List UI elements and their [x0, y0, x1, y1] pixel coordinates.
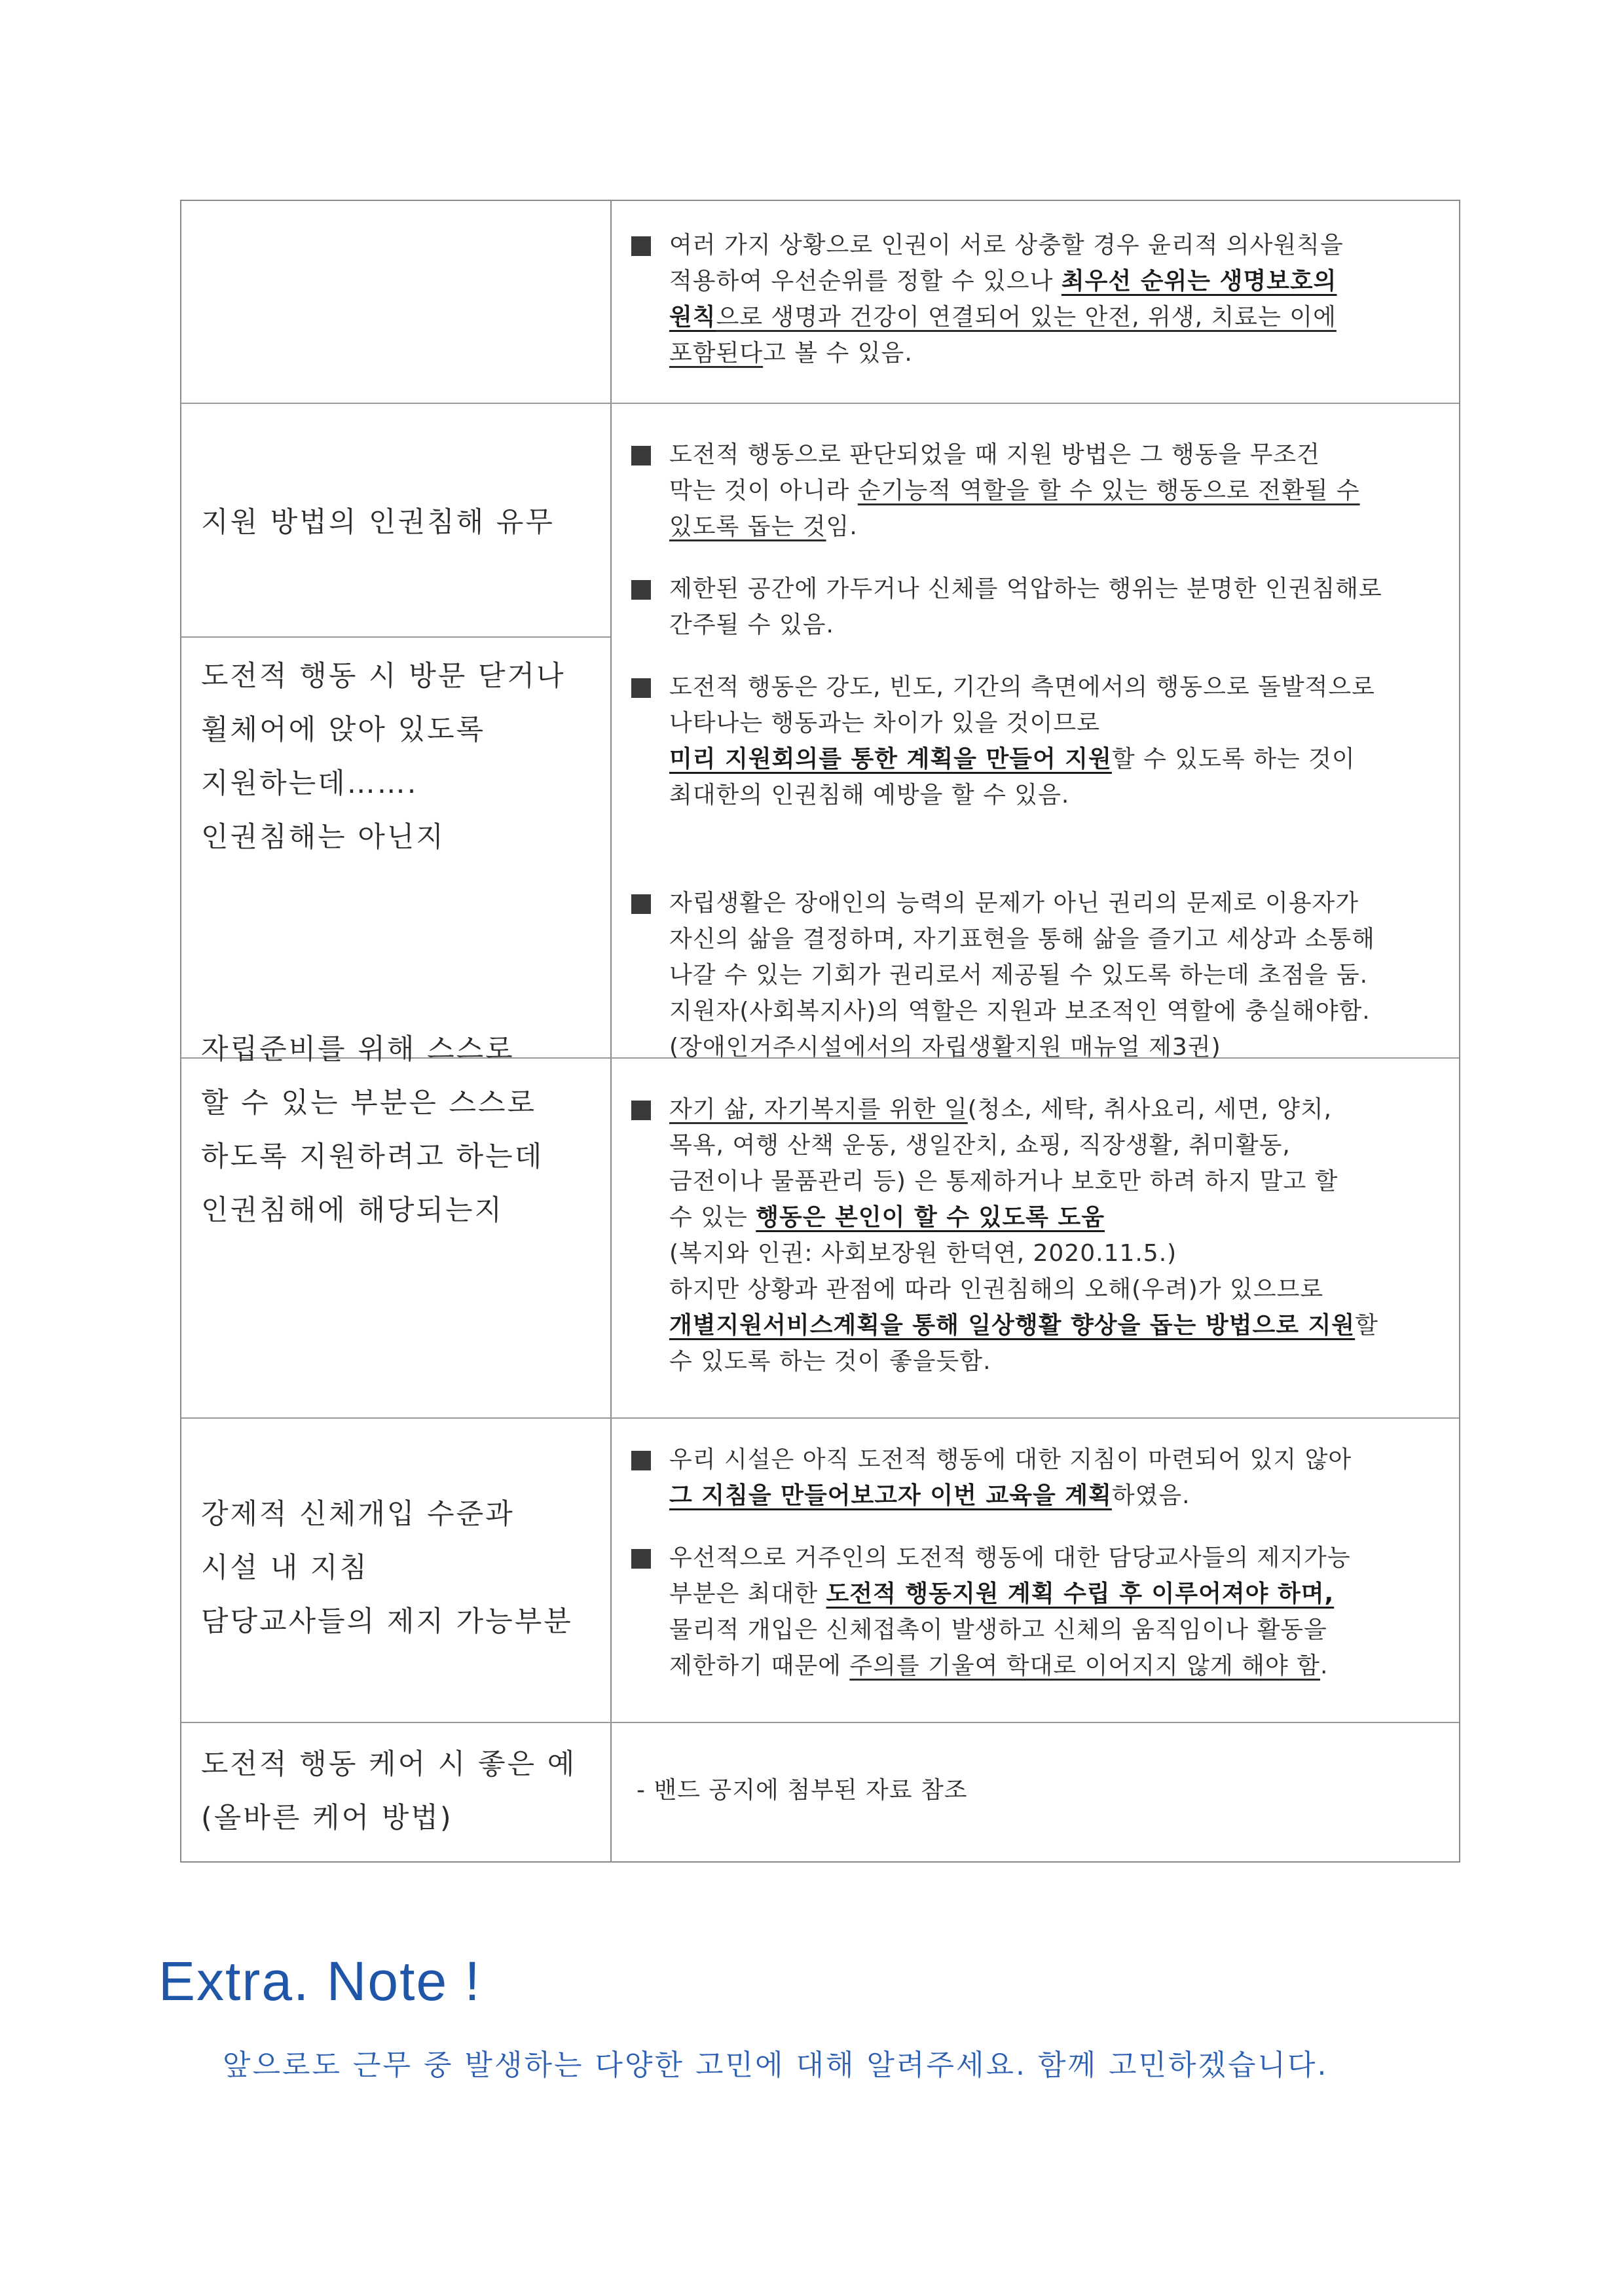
- emphasis-text: 자기 삶, 자기복지를 위한 일: [669, 1096, 968, 1123]
- emphasis-text: 주의를 기울여 학대로 이어지지 않게 해야 함: [849, 1652, 1320, 1679]
- text-run: 부분은 최대한: [669, 1580, 826, 1607]
- answer-line: [669, 437, 1445, 473]
- question-line: 도전적 행동 시 방문 닫거나: [201, 660, 566, 693]
- answer-line: [669, 1127, 1445, 1163]
- answer-line: [669, 1163, 1445, 1199]
- table-row: [181, 862, 1459, 1419]
- text-run: 나타나는 행동과는 차이가 있을 것이므로: [669, 710, 1100, 737]
- answer-line: [669, 1442, 1445, 1478]
- text-run: 제한된 공간에 가두거나 신체를 억압하는 행위는 분명한 인권침해로: [669, 575, 1382, 602]
- question-line: 휠체어에 앉아 있도록: [201, 714, 486, 746]
- emphasis-text: 원칙: [669, 304, 716, 331]
- text-run: 할 수 있도록 하는 것이: [1111, 746, 1356, 773]
- answer-line: [669, 705, 1445, 741]
- bullet-square-icon: [631, 580, 651, 600]
- text-run: .: [1320, 1652, 1329, 1679]
- text-run: 적용하여 우선순위를 정할 수 있으나: [669, 268, 1061, 295]
- question-line: 인권침해는 아닌지: [201, 821, 445, 854]
- answer-line: [669, 957, 1445, 993]
- text-run: 하지만 상황과 관점에 따라 인권침해의 오해(우려)가 있으므로: [669, 1276, 1324, 1303]
- question-line: 시설 내 지침: [201, 1552, 369, 1584]
- text-run: 물리적 개입은 신체접촉이 발생하고 신체의 움직임이나 활동을: [669, 1616, 1327, 1643]
- answer-line: [669, 335, 1445, 371]
- answer-line: [669, 1307, 1445, 1343]
- answer-bullet: [630, 437, 1445, 545]
- bullet-square-icon: [631, 678, 651, 698]
- emphasis-text: 순기능적 역할을 할 수 있는 행동으로 전환될 수: [857, 477, 1360, 504]
- bullet-square-icon: [631, 236, 651, 256]
- answer-bullet: [630, 1091, 1445, 1379]
- emphasis-text: 있도록 돕는 것: [669, 513, 826, 540]
- emphasis-text: 최우선 순위는 생명보호의: [1061, 268, 1337, 295]
- answer-line: [669, 1199, 1445, 1235]
- text-run: (장애인거주시설에서의 자립생활지원 매뉴얼 제3권): [669, 1034, 1221, 1061]
- answer-line: [669, 299, 1445, 335]
- text-run: 임.: [826, 513, 858, 540]
- text-run: (복지와 인권: 사회보장원 한덕연, 2020.11.5.): [669, 1240, 1177, 1267]
- question-line: 지원하는데…….: [201, 767, 418, 800]
- bullet-square-icon: [631, 1101, 651, 1120]
- answer-line: [669, 263, 1445, 299]
- answer-line: [669, 993, 1445, 1029]
- question-line: 자립준비를 위해 스스로: [201, 1033, 515, 1066]
- text-run: 수 있는: [669, 1204, 756, 1231]
- emphasis-text: 도전적 행동지원 계획 수립 후 이루어져야 하며,: [826, 1580, 1335, 1607]
- answer-line: [669, 1478, 1445, 1514]
- table-row: [181, 1723, 1459, 1864]
- text-run: 여러 가지 상황으로 인권이 서로 상충할 경우 윤리적 의사원칙을: [669, 232, 1344, 259]
- text-run: 막는 것이 아니라: [669, 477, 858, 504]
- question-line: 하도록 지원하려고 하는데: [201, 1140, 544, 1173]
- text-run: 고 볼 수 있음.: [763, 340, 913, 367]
- answer-bullet: [630, 885, 1445, 1065]
- answer-line: [669, 885, 1445, 921]
- table-row: [181, 1419, 1459, 1723]
- bullet-square-icon: [631, 894, 651, 914]
- answer-line: [669, 509, 1445, 545]
- text-run: 우선적으로 거주인의 도전적 행동에 대한 담당교사들의 제지가능: [669, 1544, 1351, 1571]
- answer-line: [669, 1343, 1445, 1379]
- bullet-square-icon: [631, 1451, 651, 1470]
- answer-line: [669, 1612, 1445, 1648]
- answer-bullet: [630, 571, 1445, 643]
- answer-text: - 밴드 공지에 첨부된 자료 참조: [637, 1777, 968, 1804]
- question-line: 도전적 행동 케어 시 좋은 예: [201, 1748, 577, 1781]
- question-line: 인권침해에 해당되는지: [201, 1194, 504, 1227]
- question-line: 지원 방법의 인권침해 유무: [201, 506, 555, 539]
- question-line: 담당교사들의 제지 가능부분: [201, 1605, 573, 1638]
- answer-line: [669, 921, 1445, 957]
- extra-note-title: Extra. Note !: [158, 1950, 481, 2012]
- answer-line: [669, 1540, 1445, 1576]
- answer-bullet: [630, 1442, 1445, 1514]
- answer-line: [669, 669, 1445, 705]
- extra-note-text: 앞으로도 근무 중 발생하는 다양한 고민에 대해 알려주세요. 함께 고민하겠습니다.: [223, 2049, 1329, 2082]
- bullet-square-icon: [631, 1549, 651, 1569]
- answer-line: [669, 1029, 1445, 1065]
- answer-line: [669, 607, 1445, 643]
- text-run: 목욕, 여행 산책 운동, 생일잔치, 쇼핑, 직장생활, 취미활동,: [669, 1132, 1291, 1159]
- answer-line: [669, 777, 1445, 813]
- emphasis-text: 행동은 본인이 할 수 있도록 도움: [756, 1204, 1105, 1231]
- text-run: 수 있도록 하는 것이 좋을듯함.: [669, 1348, 991, 1375]
- qa-table: [180, 200, 1460, 1863]
- answer-bullet: [630, 227, 1445, 371]
- text-run: 자신의 삶을 결정하며, 자기표현을 통해 삶을 즐기고 세상과 소통해: [669, 926, 1375, 953]
- text-run: 자립생활은 장애인의 능력의 문제가 아닌 권리의 문제로 이용자가: [669, 890, 1359, 917]
- text-run: 최대한의 인권침해 예방을 할 수 있음.: [669, 782, 1070, 809]
- text-run: (청소, 세탁, 취사요리, 세면, 양치,: [967, 1096, 1333, 1123]
- answer-line: [669, 571, 1445, 607]
- question-line: 할 수 있는 부분은 스스로: [201, 1087, 537, 1120]
- text-run: 제한하기 때문에: [669, 1652, 850, 1679]
- question-line: 강제적 신체개입 수준과: [201, 1498, 515, 1531]
- answer-line: [669, 473, 1445, 509]
- text-run: 금전이나 물품관리 등) 은 통제하거나 보호만 하려 하지 말고 할: [669, 1168, 1338, 1195]
- emphasis-text: 개별지원서비스계획을 통해 일상행활 향상을 돕는 방법으로 지원: [669, 1312, 1356, 1339]
- answer-bullet: [630, 1540, 1445, 1684]
- text-run: 지원자(사회복지사)의 역할은 지원과 보조적인 역할에 충실해야함.: [669, 998, 1371, 1025]
- answer-line: [669, 227, 1445, 263]
- answer-line: [669, 1235, 1445, 1271]
- text-run: 우리 시설은 아직 도전적 행동에 대한 지침이 마련되어 있지 않아: [669, 1446, 1352, 1473]
- text-run: 도전적 행동은 강도, 빈도, 기간의 측면에서의 행동으로 돌발적으로: [669, 674, 1375, 701]
- text-run: 나갈 수 있는 기회가 권리로서 제공될 수 있도록 하는데 초점을 둠.: [669, 962, 1369, 989]
- answer-line: [669, 1271, 1445, 1307]
- answer-bullet: [630, 669, 1445, 813]
- answer-line: [669, 1091, 1445, 1127]
- bullet-square-icon: [631, 446, 651, 465]
- emphasis-text: 그 지침을 만들어보고자 이번 교육을 계획: [669, 1482, 1112, 1509]
- emphasis-text: 포함된다: [669, 340, 764, 367]
- answer-line: [669, 1576, 1445, 1612]
- question-line: (올바른 케어 방법): [201, 1802, 453, 1834]
- text-run: 할: [1355, 1312, 1378, 1339]
- emphasis-text: 미리 지원회의를 통한 계획을 만들어 지원: [669, 746, 1112, 773]
- text-run: 간주될 수 있음.: [669, 611, 834, 638]
- text-run: 도전적 행동으로 판단되었을 때 지원 방법은 그 행동을 무조건: [669, 441, 1320, 468]
- answer-line: [669, 1648, 1445, 1684]
- answer-line: [669, 741, 1445, 777]
- table-row: [181, 201, 1459, 404]
- text-run: 하였음.: [1111, 1482, 1190, 1509]
- emphasis-text: 으로 생명과 건강이 연결되어 있는 안전, 위생, 치료는 이에: [716, 304, 1337, 331]
- cell-divider: [181, 636, 610, 638]
